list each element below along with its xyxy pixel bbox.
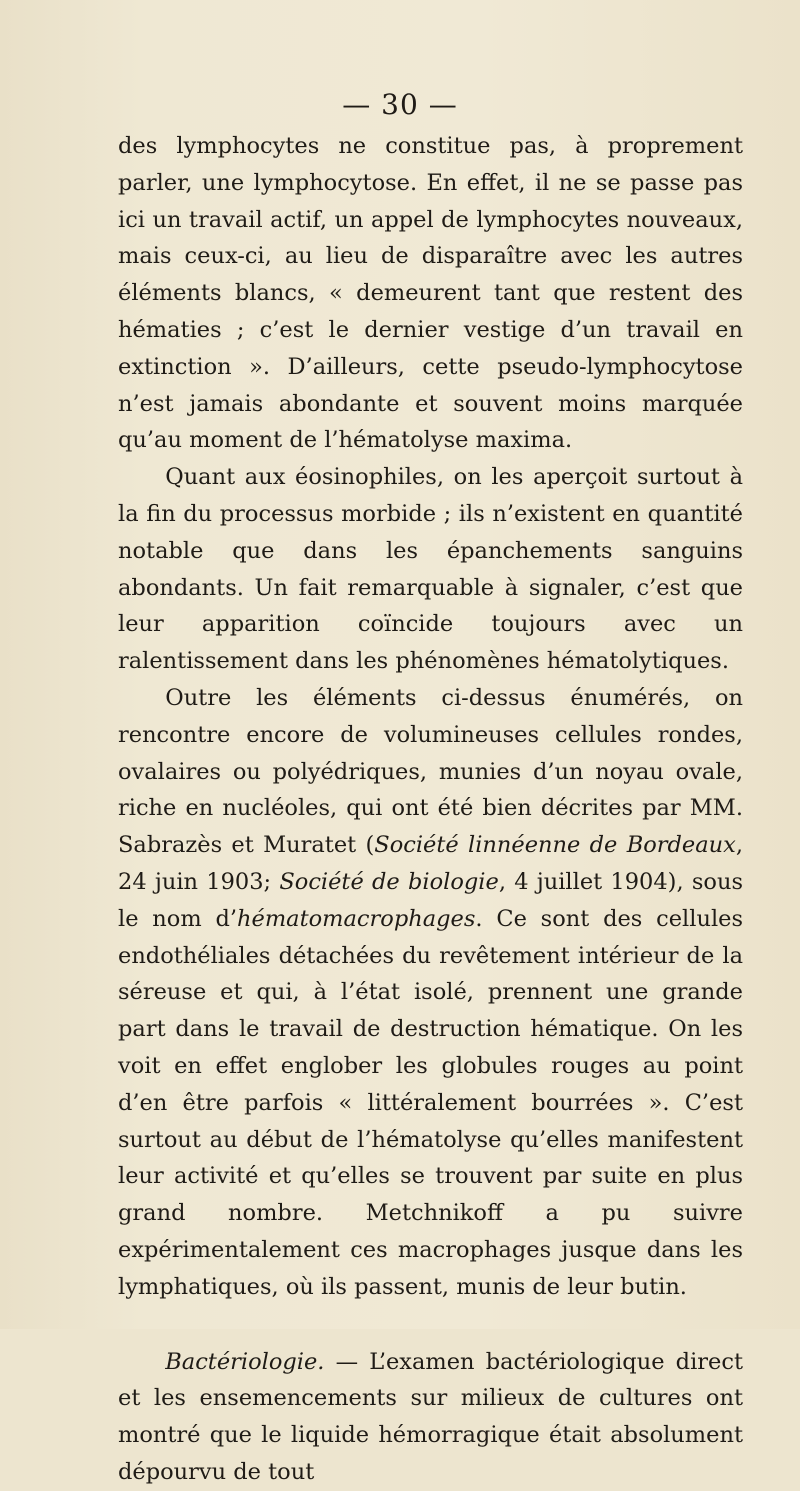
citation-societe-linneenne: Société linnéenne de Bordeaux xyxy=(374,832,736,859)
citation-societe-biologie: Société de biologie xyxy=(279,868,499,895)
paragraph-bacteriologie xyxy=(118,1344,743,1491)
macrophages-text-g: . Ce sont des cellules endothéliales détachées du revêtement intérieur de la séreuse et qui, à l’état isolé, prennent une grande part dans le travail de destruction hématique. On les voit en effet englober les globules rouges au point d’en être parfois « littéralement bourrées ». C’est surtout au début de l’hématolyse qu’elles manifestent leur activité et qu’elles se trouvent par suite en plus grand nombre. Metchnikoff a pu suivre expérimentalement ces macrophages jusque dans les lymphatiques, où ils passent, munis de leur butin. xyxy=(118,905,743,1300)
macrophages-text-c: , 24 juin 1903; xyxy=(118,832,743,895)
paragraph-macrophages xyxy=(118,680,743,1306)
paragraph-lymphocytes: des lymphocytes ne constitue pas, à proprement parler, une lymphocytose. En effet, il ne se passe pas ici un travail actif, un appel de lymphocytes nouveaux, mais ceux-ci, au lieu de disparaître avec les autres éléments blancs, « demeurent tant que restent des hématies ; c’est le dernier vestige d’un travail en extinction ». D’ailleurs, cette pseudo-lymphocytose n’est jamais abondante et souvent moins marquée qu’au moment de l’hématolyse maxima. xyxy=(118,133,743,454)
term-hematomacrophages: hématomacrophages xyxy=(237,905,476,932)
section-heading-bacteriologie: Bactériologie. xyxy=(165,1348,325,1375)
macrophages-text-e: , 4 juillet 1904), sous le nom d’ xyxy=(118,868,743,932)
paragraph-eosinophiles: Quant aux éosinophiles, on les aperçoit surtout à la fin du processus morbide ; ils n’existent en quantité notable que dans les épanchements sanguins abondants. Un fait remarquable à signaler, c’est que leur apparition coïncide toujours avec un ralentissement dans les phénomènes hématolytiques. xyxy=(118,464,743,675)
page-number: — 30 — xyxy=(342,88,458,121)
bacteriologie-text: — L’examen bactériologique direct et les ensemencements sur milieux de cultures ont montré que le liquide hémorragique était absolument dépourvu de tout xyxy=(118,1348,743,1485)
body-text xyxy=(118,128,743,1491)
macrophages-text-a: Outre les éléments ci-dessus énumérés, on rencontre encore de volumineuses cellules rondes, ovalaires ou polyédriques, munies d’un noyau ovale, riche en nucléoles, qui ont été bien décrites par MM. Sabrazès et Muratet ( xyxy=(118,684,743,859)
